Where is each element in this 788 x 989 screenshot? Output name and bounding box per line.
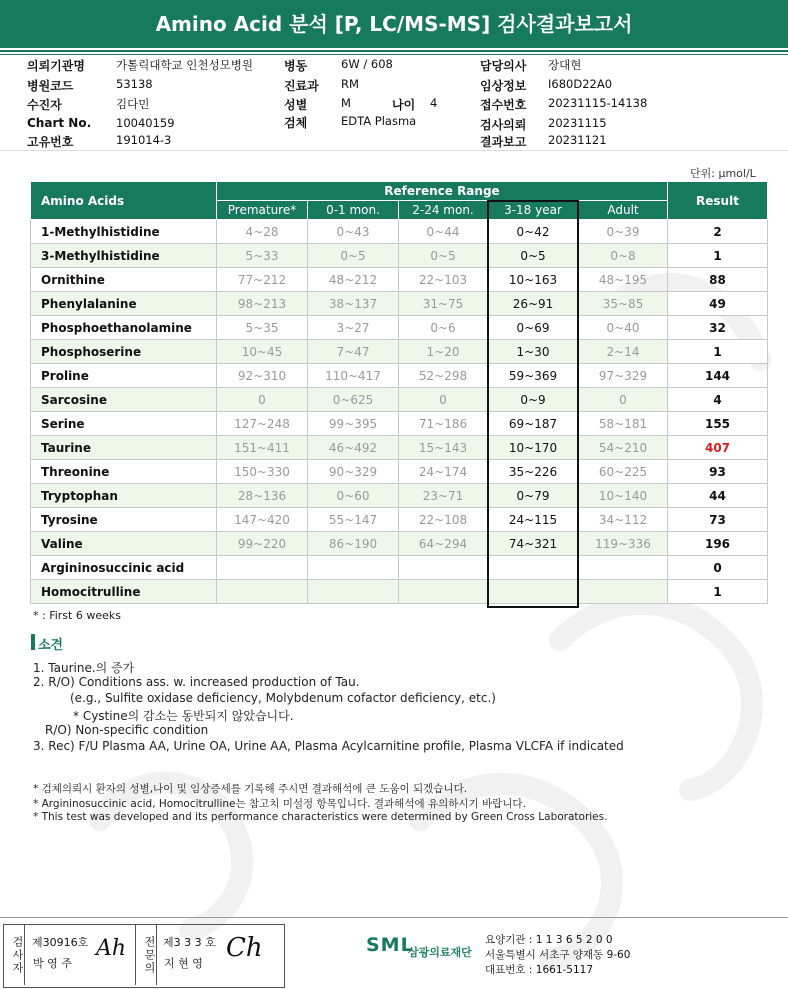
reference-range-cell: 0~8: [579, 244, 668, 268]
reference-range-cell: 99~395: [308, 412, 399, 436]
reference-range-cell: 0~43: [308, 220, 399, 244]
institution-name: 삼광의료재단: [408, 946, 472, 959]
reference-range-cell: 7~47: [308, 340, 399, 364]
reference-range-cell: [399, 556, 488, 580]
finding-2-example: (e.g., Sulfite oxidase deficiency, Molybdenum cofactor deficiency, etc.): [70, 691, 496, 705]
label-institution: 의뢰기관명: [27, 59, 85, 73]
result-cell: 88: [668, 268, 768, 292]
table-row: [31, 580, 768, 604]
reference-range-cell: 60~225: [579, 460, 668, 484]
table-row: [31, 556, 768, 580]
header-amino-acids: Amino Acids: [31, 182, 217, 220]
reference-range-cell: 24~174: [399, 460, 488, 484]
reference-range-cell: 99~220: [217, 532, 308, 556]
table-row: [31, 460, 768, 484]
value-ward: 6W / 608: [341, 57, 393, 71]
header-0-1-mon: 0-1 mon.: [308, 201, 399, 220]
reference-range-cell: 35~85: [579, 292, 668, 316]
label-clinical-info: 임상정보: [480, 79, 527, 93]
value-sex: M: [341, 96, 351, 110]
result-cell: 73: [668, 508, 768, 532]
reference-range-cell: 77~212: [217, 268, 308, 292]
result-cell: 44: [668, 484, 768, 508]
result-cell: 4: [668, 388, 768, 412]
reference-range-cell: 31~75: [399, 292, 488, 316]
finding-3: 3. Rec) F/U Plasma AA, Urine OA, Urine AA, Plasma Acylcarnitine profile, Plasma VLCFA if indicated: [33, 739, 624, 753]
header-reference-range: Reference Range: [217, 182, 668, 201]
reference-range-cell: 0: [579, 388, 668, 412]
reference-range-cell: [217, 556, 308, 580]
value-doctor: 장대현: [548, 58, 582, 72]
header-2-24-mon: 2-24 mon.: [399, 201, 488, 220]
label-age: 나이: [392, 98, 416, 112]
label-report-date: 결과보고: [480, 135, 527, 149]
reference-range-cell: 0~5: [308, 244, 399, 268]
table-row: [31, 292, 768, 316]
reference-range-cell: 10~163: [488, 268, 579, 292]
value-department: RM: [341, 77, 359, 91]
result-cell: 1: [668, 580, 768, 604]
reference-range-cell: 22~108: [399, 508, 488, 532]
amino-acid-name: Proline: [31, 364, 217, 388]
reference-range-cell: 0~60: [308, 484, 399, 508]
reference-range-cell: 0~42: [488, 220, 579, 244]
amino-acid-name: Homocitrulline: [31, 580, 217, 604]
reference-range-cell: 0~625: [308, 388, 399, 412]
reference-range-cell: [579, 580, 668, 604]
reference-range-cell: 3~27: [308, 316, 399, 340]
table-row: [31, 508, 768, 532]
value-age: 4: [430, 96, 438, 110]
reference-range-cell: 38~137: [308, 292, 399, 316]
finding-1: 1. Taurine.의 증가: [33, 661, 135, 675]
reference-range-cell: 0~9: [488, 388, 579, 412]
value-institution: 가톨릭대학교 인천성모병원: [116, 58, 253, 72]
reference-range-cell: 0~5: [488, 244, 579, 268]
note-1: * 검체의뢰시 환자의 성별,나이 및 임상증세를 기록해 주시면 결과해석에 큰 도움이 되겠습니다.: [33, 783, 468, 795]
note-2: * Argininosuccinic acid, Homocitrulline는 참고치 미설정 항목입니다. 결과해석에 유의하시기 바랍니다.: [33, 798, 526, 810]
reference-range-cell: 26~91: [488, 292, 579, 316]
specialist-role: 전문의: [135, 925, 157, 985]
reference-range-cell: 147~420: [217, 508, 308, 532]
reference-range-cell: 28~136: [217, 484, 308, 508]
reference-range-cell: 0~40: [579, 316, 668, 340]
label-request-date: 검사의뢰: [480, 118, 527, 132]
header-premature: Premature*: [217, 201, 308, 220]
reference-range-cell: 92~310: [217, 364, 308, 388]
reference-range-cell: 90~329: [308, 460, 399, 484]
reference-range-cell: 0~39: [579, 220, 668, 244]
reference-range-cell: 74~321: [488, 532, 579, 556]
table-row: [31, 268, 768, 292]
reference-range-cell: 35~226: [488, 460, 579, 484]
label-ward: 병동: [284, 59, 308, 73]
result-cell: 1: [668, 244, 768, 268]
reference-range-cell: 23~71: [399, 484, 488, 508]
reference-range-cell: 71~186: [399, 412, 488, 436]
specialist-signature: Ch: [226, 933, 263, 963]
result-cell: 32: [668, 316, 768, 340]
header-adult: Adult: [579, 201, 668, 220]
reference-range-cell: 98~213: [217, 292, 308, 316]
value-request-date: 20231115: [548, 116, 607, 130]
amino-acid-name: Ornithine: [31, 268, 217, 292]
reference-range-cell: 34~112: [579, 508, 668, 532]
value-report-date: 20231121: [548, 133, 607, 147]
label-specimen: 검체: [284, 116, 308, 130]
reference-range-cell: 0~6: [399, 316, 488, 340]
reference-range-cell: 0: [217, 388, 308, 412]
reference-range-cell: 10~170: [488, 436, 579, 460]
value-specimen: EDTA Plasma: [341, 114, 417, 128]
amino-acid-name: Phosphoserine: [31, 340, 217, 364]
table-footnote: * : First 6 weeks: [33, 609, 121, 622]
finding-2-cystine: * Cystine의 감소는 동반되지 않았습니다.: [73, 709, 294, 723]
tester-license: 제30916호: [32, 936, 89, 949]
reference-range-cell: [217, 580, 308, 604]
value-clinical-info: I680D22A0: [548, 77, 613, 91]
specialist-name: 지 현 영: [164, 957, 203, 970]
footer-divider: [0, 917, 788, 918]
tester-name: 박 영 주: [33, 957, 72, 970]
amino-acid-name: 3-Methylhistidine: [31, 244, 217, 268]
label-doctor: 담당의사: [480, 59, 527, 73]
reference-range-cell: 86~190: [308, 532, 399, 556]
reference-range-cell: [308, 556, 399, 580]
tester-role: 검사자: [4, 925, 25, 985]
reference-range-cell: 5~33: [217, 244, 308, 268]
value-hospital-code: 53138: [116, 77, 153, 91]
note-3: * This test was developed and its performance characteristics were determined by Green Cross Laboratories.: [33, 811, 608, 823]
result-cell: 49: [668, 292, 768, 316]
table-row: [31, 532, 768, 556]
reference-range-cell: 24~115: [488, 508, 579, 532]
label-department: 진료과: [284, 79, 319, 93]
table-row: [31, 388, 768, 412]
reference-range-cell: 48~195: [579, 268, 668, 292]
reference-range-cell: [399, 580, 488, 604]
label-hospital-code: 병원코드: [27, 79, 74, 93]
amino-acid-name: Valine: [31, 532, 217, 556]
title-stripe: [0, 50, 788, 52]
label-chart-no: Chart No.: [27, 116, 92, 130]
findings-marker: [31, 634, 35, 650]
result-cell: 196: [668, 532, 768, 556]
findings-heading: 소견: [38, 638, 64, 653]
finding-2: 2. R/O) Conditions ass. w. increased production of Tau.: [33, 675, 360, 689]
reference-range-cell: [579, 556, 668, 580]
table-row: [31, 220, 768, 244]
result-cell: 93: [668, 460, 768, 484]
result-cell: 144: [668, 364, 768, 388]
amino-acid-name: Sarcosine: [31, 388, 217, 412]
institution-address: 서울특별시 서초구 양재동 9-60: [485, 949, 631, 961]
header-3-18-year: 3-18 year: [488, 201, 579, 220]
amino-acid-name: 1-Methylhistidine: [31, 220, 217, 244]
tester-signature: Ah: [96, 936, 127, 961]
institution-logo: SML: [366, 934, 414, 956]
reference-range-cell: 69~187: [488, 412, 579, 436]
table-row: [31, 412, 768, 436]
reference-range-cell: 1~30: [488, 340, 579, 364]
reference-range-cell: 64~294: [399, 532, 488, 556]
table-row: [31, 436, 768, 460]
reference-range-cell: 1~20: [399, 340, 488, 364]
amino-acid-name: Argininosuccinic acid: [31, 556, 217, 580]
reference-range-cell: 5~35: [217, 316, 308, 340]
reference-range-cell: 46~492: [308, 436, 399, 460]
unit-label: 단위: μmol/L: [690, 167, 756, 180]
table-row: [31, 484, 768, 508]
value-unique-no: 191014-3: [116, 133, 172, 147]
reference-range-cell: 151~411: [217, 436, 308, 460]
value-patient: 김다민: [116, 97, 150, 111]
amino-acid-table: [30, 181, 768, 604]
reference-range-cell: 15~143: [399, 436, 488, 460]
amino-acid-name: Tyrosine: [31, 508, 217, 532]
reference-range-cell: 0~69: [488, 316, 579, 340]
reference-range-cell: 10~45: [217, 340, 308, 364]
result-cell: 0: [668, 556, 768, 580]
page-title: Amino Acid 분석 [P, LC/MS-MS] 검사결과보고서: [155, 12, 633, 36]
label-sex: 성별: [284, 98, 308, 112]
value-chart-no: 10040159: [116, 116, 175, 130]
reference-range-cell: 58~181: [579, 412, 668, 436]
reference-range-cell: 48~212: [308, 268, 399, 292]
amino-acid-table-body: [31, 220, 768, 604]
amino-acid-name: Serine: [31, 412, 217, 436]
reference-range-cell: 0: [399, 388, 488, 412]
label-unique-no: 고유번호: [27, 135, 74, 149]
amino-acid-name: Threonine: [31, 460, 217, 484]
result-cell: 2: [668, 220, 768, 244]
table-row: [31, 316, 768, 340]
reference-range-cell: 127~248: [217, 412, 308, 436]
table-row: [31, 340, 768, 364]
reference-range-cell: 110~417: [308, 364, 399, 388]
age-group-highlight-box: [487, 200, 579, 608]
reference-range-cell: 0~79: [488, 484, 579, 508]
institution-phone: 대표번호 : 1661-5117: [485, 964, 594, 976]
reference-range-cell: 0~44: [399, 220, 488, 244]
result-cell: 1: [668, 340, 768, 364]
reference-range-cell: 54~210: [579, 436, 668, 460]
reference-range-cell: 4~28: [217, 220, 308, 244]
amino-acid-name: Phosphoethanolamine: [31, 316, 217, 340]
amino-acid-name: Phenylalanine: [31, 292, 217, 316]
finding-2-nonspecific: R/O) Non-specific condition: [45, 723, 209, 737]
reference-range-cell: 119~336: [579, 532, 668, 556]
value-receipt-no: 20231115-14138: [548, 96, 648, 110]
amino-acid-name: Taurine: [31, 436, 217, 460]
amino-acid-name: Tryptophan: [31, 484, 217, 508]
reference-range-cell: [308, 580, 399, 604]
result-cell: 407: [668, 436, 768, 460]
reference-range-cell: 10~140: [579, 484, 668, 508]
institution-code: 요양기관 : 1 1 3 6 5 2 0 0: [485, 934, 613, 946]
header-result: Result: [668, 182, 768, 220]
reference-range-cell: 150~330: [217, 460, 308, 484]
result-cell: 155: [668, 412, 768, 436]
reference-range-cell: 52~298: [399, 364, 488, 388]
label-patient: 수진자: [27, 98, 62, 112]
label-receipt-no: 접수번호: [480, 98, 527, 112]
reference-range-cell: 59~369: [488, 364, 579, 388]
reference-range-cell: 97~329: [579, 364, 668, 388]
specialist-license: 제3 3 3 호: [163, 936, 216, 949]
table-row: [31, 244, 768, 268]
reference-range-cell: 22~103: [399, 268, 488, 292]
header-divider: [0, 150, 788, 151]
reference-range-cell: 0~5: [399, 244, 488, 268]
table-row: [31, 364, 768, 388]
reference-range-cell: 55~147: [308, 508, 399, 532]
reference-range-cell: 2~14: [579, 340, 668, 364]
